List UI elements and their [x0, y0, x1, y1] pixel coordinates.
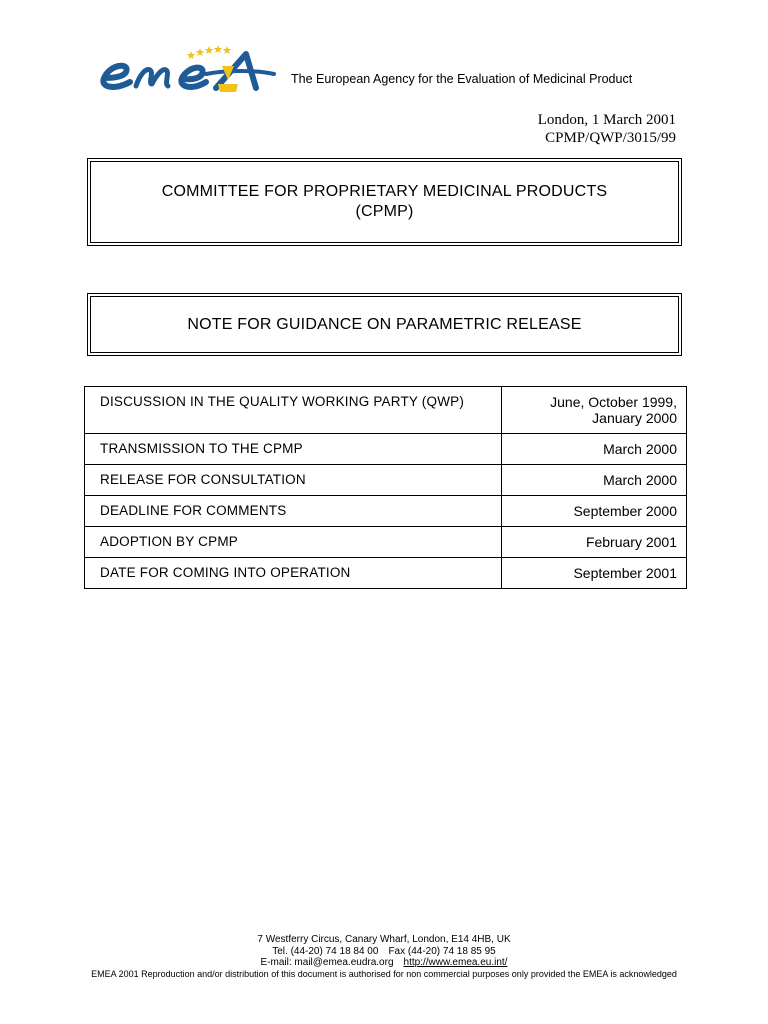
title-box: [87, 293, 682, 356]
agency-name: The European Agency for the Evaluation of Medicinal Product: [291, 72, 633, 86]
milestone-date: March 2000: [502, 434, 687, 465]
committee-box: [87, 158, 682, 246]
table-row: [85, 558, 687, 589]
place-date: London, 1 March 2001: [537, 112, 676, 128]
milestone-label: DEADLINE FOR COMMENTS: [85, 496, 502, 527]
footer-contact-line: [0, 957, 768, 969]
table-row: [85, 496, 687, 527]
table-row: [85, 527, 687, 558]
milestone-date-line: June, October 1999,: [550, 394, 677, 410]
footer-fax: Fax (44-20) 74 18 85 95: [388, 945, 496, 957]
milestone-label: ADOPTION BY CPMP: [85, 527, 502, 558]
committee-box-inner: [90, 161, 679, 243]
milestone-date: March 2000: [502, 465, 687, 496]
milestone-date: February 2001: [502, 527, 687, 558]
page-footer: [0, 934, 768, 980]
milestone-date: September 2000: [502, 496, 687, 527]
milestone-date-line: January 2000: [592, 410, 677, 426]
table-row: [85, 434, 687, 465]
document-title: NOTE FOR GUIDANCE ON PARAMETRIC RELEASE: [90, 296, 679, 353]
table-row: [85, 387, 687, 434]
emea-logo: [96, 40, 276, 102]
committee-name: COMMITTEE FOR PROPRIETARY MEDICINAL PRODUCTS: [161, 183, 608, 200]
milestone-label: DISCUSSION IN THE QUALITY WORKING PARTY (QWP): [85, 387, 502, 434]
milestone-label: TRANSMISSION TO THE CPMP: [85, 434, 502, 465]
footer-phone-line: [0, 946, 768, 958]
milestone-date: [502, 387, 687, 434]
footer-tel: Tel. (44-20) 74 18 84 00: [272, 945, 379, 957]
document-meta: [538, 111, 676, 147]
milestone-date: September 2001: [502, 558, 687, 589]
milestones-table: [84, 386, 687, 589]
footer-email[interactable]: E-mail: mail@emea.eudra.org: [260, 957, 394, 968]
milestone-label: DATE FOR COMING INTO OPERATION: [85, 558, 502, 589]
table-row: [85, 465, 687, 496]
document-reference: CPMP/QWP/3015/99: [545, 130, 676, 146]
footer-copyright: EMEA 2001 Reproduction and/or distribution of this document is authorised for non commercial purposes only provided the EMEA is acknowledged: [91, 968, 677, 979]
milestone-label: RELEASE FOR CONSULTATION: [85, 465, 502, 496]
emea-logo-icon: [96, 40, 276, 102]
committee-abbrev: (CPMP): [355, 203, 414, 220]
footer-website-link[interactable]: http://www.emea.eu.int/: [403, 957, 508, 968]
footer-address: 7 Westferry Circus, Canary Wharf, London, E14 4HB, UK: [257, 934, 511, 945]
